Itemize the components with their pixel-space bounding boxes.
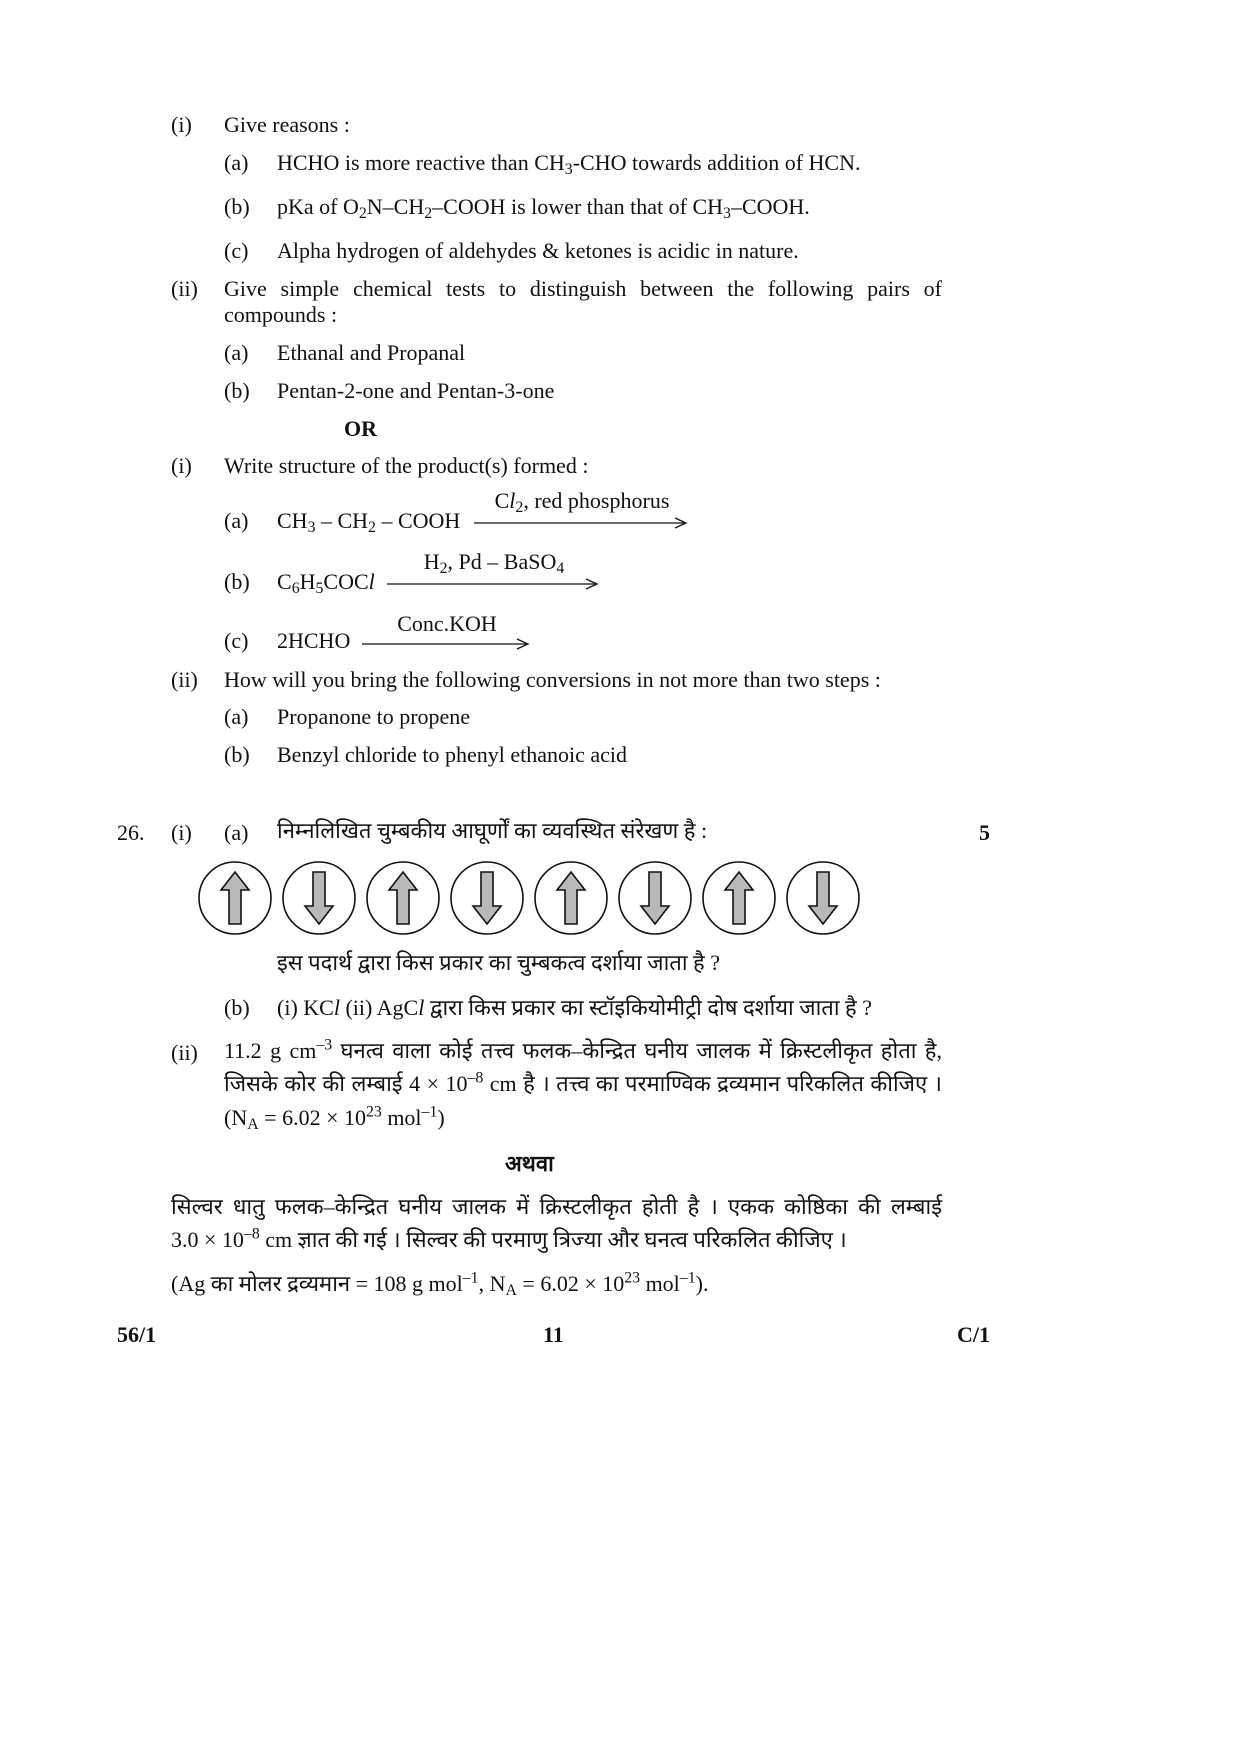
item-label: (b): [224, 742, 250, 767]
item-label: (a): [224, 150, 249, 175]
question-item: Alpha hydrogen of aldehydes & ketones is acidic in nature.: [277, 238, 799, 263]
reagent-label: $Cl_2$, red phosphorus: [494, 488, 670, 516]
question-text: इस पदार्थ द्वारा किस प्रकार का चुम्बकत्व दर्शाया जाता है ?: [277, 950, 720, 975]
part-number: (ii): [171, 667, 198, 692]
question-prompt: How will you bring the following conversions in not more than two steps :: [224, 667, 881, 692]
item-label: (b): [224, 995, 250, 1020]
item-label: (a): [224, 340, 249, 365]
reactant-formula: $CH_3 - CH_2$ – COOH: [277, 508, 461, 536]
question-number: 26.: [117, 820, 145, 845]
question-prompt-line: Give simple chemical tests to distinguish between the following pairs of: [224, 276, 942, 301]
reactant-formula: $C_6H_5COCl$: [277, 569, 375, 597]
question-text: (i) KCl (ii) AgCl द्वारा किस प्रकार का स्टॉइकियोमीट्री दोष दर्शाया जाता है ?: [277, 995, 872, 1020]
item-label: (b): [224, 194, 250, 219]
right-arrow-icon: [474, 516, 690, 530]
magnetic-moment-diagram: [196, 858, 866, 938]
spin-up-icon: [199, 862, 271, 934]
reaction-arrow: [362, 613, 532, 651]
item-label: (a): [224, 508, 249, 533]
spin-down-icon: [451, 862, 523, 934]
item-label: (a): [224, 820, 249, 845]
reaction-arrow: [387, 551, 601, 591]
set-code: C/1: [957, 1322, 990, 1347]
part-number: (ii): [171, 276, 198, 301]
spin-up-icon: [367, 862, 439, 934]
question-line: (Ag का मोलर द्रव्यमान = 108 g mol$^{-1}$, $N_A = 6.02 \times 10^{23}$ mol$^{-1}$).: [171, 1269, 709, 1299]
paper-code: 56/1: [117, 1322, 157, 1347]
part-number: (ii): [171, 1040, 198, 1065]
spin-down-icon: [283, 862, 355, 934]
reactant-formula: 2HCHO: [277, 628, 351, 653]
or-separator: OR: [344, 416, 377, 441]
part-number: (i): [171, 820, 192, 845]
spin-up-icon: [703, 862, 775, 934]
question-line: सिल्वर धातु फलक–केन्द्रित घनीय जालक में क्रिस्टलीकृत होती है । एकक कोष्ठिका की लम्बाई: [171, 1194, 942, 1219]
question-line: 11.2 g $cm^{-3}$ घनत्व वाला कोई तत्त्व फलक–केन्द्रित घनीय जालक में क्रिस्टलीकृत होता है,: [224, 1036, 942, 1063]
part-number: (i): [171, 112, 192, 137]
reaction-arrow: [474, 490, 690, 530]
marks: 5: [979, 820, 990, 845]
question-statement: निम्नलिखित चुम्बकीय आघूर्णों का व्यवस्थित संरेखण है :: [277, 818, 708, 843]
question-line: ($N_A = 6.02 \times 10^{23}$ mol$^{-1}$): [224, 1103, 445, 1133]
question-item: HCHO is more reactive than $CH_3$-CHO towards addition of HCN.: [277, 150, 861, 178]
question-item: Pentan-2-one and Pentan-3-one: [277, 378, 555, 403]
question-item: Ethanal and Propanal: [277, 340, 466, 365]
right-arrow-icon: [362, 637, 532, 651]
right-arrow-icon: [387, 577, 601, 591]
item-label: (b): [224, 569, 250, 594]
spin-down-icon: [619, 862, 691, 934]
item-label: (a): [224, 704, 249, 729]
spin-up-icon: [535, 862, 607, 934]
item-label: (c): [224, 238, 249, 263]
question-item: Propanone to propene: [277, 704, 471, 729]
reagent-label: $H_2$, Pd – BaSO$_4$: [423, 549, 565, 577]
question-item: Benzyl chloride to phenyl ethanoic acid: [277, 742, 628, 767]
part-number: (i): [171, 453, 192, 478]
question-line: जिसके कोर की लम्बाई $4 \times 10^{-8}$ cm है । तत्त्व का परमाण्विक द्रव्यमान परिकलित कीजिए ।: [224, 1069, 942, 1096]
question-item: pKa of $O_2N-CH_2$–COOH is lower than that of $CH_3$–COOH.: [277, 194, 810, 222]
spin-down-icon: [787, 862, 859, 934]
question-prompt-line: compounds :: [224, 302, 338, 327]
question-prompt: Give reasons :: [224, 112, 350, 137]
item-label: (b): [224, 378, 250, 403]
or-separator: अथवा: [505, 1151, 554, 1176]
question-prompt: Write structure of the product(s) formed :: [224, 453, 589, 478]
reagent-label: Conc.KOH: [397, 611, 497, 636]
question-line: $3.0 \times 10^{-8}$ cm ज्ञात की गई । सिल्वर की परमाणु त्रिज्या और घनत्व परिकलित कीजिए ।: [171, 1225, 847, 1252]
page-number: 11: [543, 1322, 564, 1347]
item-label: (c): [224, 628, 249, 653]
